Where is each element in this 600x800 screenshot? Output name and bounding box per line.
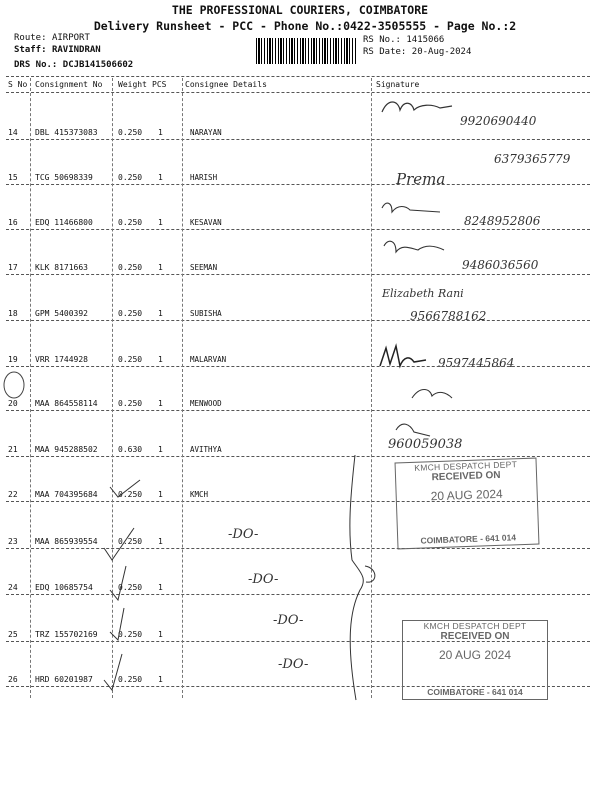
col-consignee: Consignee Details: [185, 80, 267, 89]
signature-phone-18: 9566788162: [410, 309, 487, 323]
row-17-consignment: KLK 8171663: [35, 263, 88, 272]
row-20-consignee: MENWOOD: [190, 399, 222, 408]
row-22-consignment: MAA 704395684: [35, 490, 98, 499]
row-25-sno: 25: [8, 630, 18, 639]
stamp-dept: KMCH DESPATCH DEPT: [423, 621, 527, 631]
row-17-weight: 0.250: [118, 263, 143, 272]
received-stamp-1: [395, 458, 540, 550]
col-sno: S No: [8, 80, 28, 89]
row-23-consignment: MAA 865939554: [35, 537, 98, 546]
row-24-sno: 24: [8, 583, 18, 592]
col-signature: Signature: [376, 80, 420, 89]
route-value: AIRPORT: [51, 33, 90, 43]
row-19-consignee: MALARVAN: [190, 355, 227, 364]
stamp-place: COIMBATORE - 641 014: [427, 687, 523, 697]
row-19-sno: 19: [8, 355, 18, 364]
col-weight: Weight: [118, 80, 147, 89]
row-22-sno: 22: [8, 490, 18, 499]
row-26-weight: 0.250: [118, 675, 143, 684]
row-26-consignment: HRD 60201987: [35, 675, 93, 684]
company-title: THE PROFESSIONAL COURIERS, COIMBATORE: [171, 3, 429, 17]
row-22-consignee: KMCH: [190, 490, 209, 499]
rs-no-line: [363, 35, 444, 45]
row-25-pcs: 1: [158, 630, 163, 639]
column-separator: [182, 78, 183, 698]
stamp-date: 20 AUG 2024: [430, 486, 503, 504]
row-24-weight: 0.250: [118, 583, 143, 592]
rs-no-value: 1415066: [406, 35, 445, 45]
col-pcs: PCS: [152, 80, 167, 89]
row-21-sno: 21: [8, 445, 18, 454]
row-16-pcs: 1: [158, 218, 163, 227]
row-17-consignee: SEEMAN: [190, 263, 218, 272]
header-rule-bottom: [6, 92, 590, 93]
row-21-consignee: AVITHYA: [190, 445, 222, 454]
row-18-consignment: GPM 5400392: [35, 309, 88, 318]
row-15-consignment: TCG 50698339: [35, 173, 93, 182]
row-separator: [6, 366, 590, 367]
ditto-mark-26: -DO-: [278, 657, 309, 672]
bracket-line: [350, 455, 363, 700]
row-19-weight: 0.250: [118, 355, 143, 364]
row-15-consignee: HARISH: [190, 173, 218, 182]
stamp-place: COIMBATORE - 641 014: [420, 532, 517, 546]
signature-scribble-17: [384, 241, 444, 252]
row-14-weight: 0.250: [118, 128, 143, 137]
col-consignment: Consignment No: [35, 80, 103, 89]
signature-scribble-20: [412, 390, 452, 399]
row-23-weight: 0.250: [118, 537, 143, 546]
row-21-consignment: MAA 945288502: [35, 445, 98, 454]
row-20-weight: 0.250: [118, 399, 143, 408]
row-18-sno: 18: [8, 309, 18, 318]
row-21-weight: 0.630: [118, 445, 143, 454]
rs-no-label: RS No.:: [363, 35, 401, 45]
staff-label: Staff:: [14, 45, 47, 55]
row-17-sno: 17: [8, 263, 18, 272]
staff-value: RAVINDRAN: [51, 45, 101, 55]
row-18-pcs: 1: [158, 309, 163, 318]
drs-value: DCJB141506602: [62, 60, 134, 70]
row-18-consignee: SUBISHA: [190, 309, 222, 318]
row-17-pcs: 1: [158, 263, 163, 272]
row-19-consignment: VRR 1744928: [35, 355, 88, 364]
row-25-weight: 0.250: [118, 630, 143, 639]
row-14-sno: 14: [8, 128, 18, 137]
stamp-date: 20 AUG 2024: [438, 648, 512, 662]
route-label: Route:: [14, 33, 47, 43]
staff-line: [14, 45, 101, 55]
row-19-pcs: 1: [158, 355, 163, 364]
stamp-received: RECEIVED ON: [431, 469, 501, 484]
column-separator: [112, 78, 113, 698]
row-16-consignment: EDQ 11466800: [35, 218, 93, 227]
stamp-dept: KMCH DESPATCH DEPT: [414, 459, 518, 473]
bracket-loop: [365, 566, 375, 582]
row-18-weight: 0.250: [118, 309, 143, 318]
row-14-pcs: 1: [158, 128, 163, 137]
ditto-mark-25: -DO-: [273, 613, 304, 628]
row-16-weight: 0.250: [118, 218, 143, 227]
signature-phone-19: 9597445864: [438, 356, 515, 370]
row-separator: [6, 594, 590, 595]
row-20-pcs: 1: [158, 399, 163, 408]
route-line: [14, 33, 90, 43]
row-26-pcs: 1: [158, 675, 163, 684]
signature-scribble-14: [382, 102, 452, 112]
signature-scribble-19: [380, 346, 426, 366]
signature-phone-15: 6379365779: [494, 152, 571, 166]
row-20-consignment: MAA 864558114: [35, 399, 98, 408]
row-15-sno: 15: [8, 173, 18, 182]
row-23-pcs: 1: [158, 537, 163, 546]
row-22-weight: 0.250: [118, 490, 143, 499]
header-rule-top: [6, 76, 590, 77]
row-separator: [6, 410, 590, 411]
stamp-received: RECEIVED ON: [440, 631, 510, 642]
ditto-mark-24: -DO-: [248, 572, 279, 587]
row-25-consignment: TRZ 155702169: [35, 630, 98, 639]
drs-label: DRS No.:: [14, 60, 58, 70]
row-separator: [6, 184, 590, 185]
row-21-pcs: 1: [158, 445, 163, 454]
row-24-consignment: EDQ 10685754: [35, 583, 93, 592]
row-16-consignee: KESAVAN: [190, 218, 222, 227]
column-separator: [371, 78, 372, 698]
row-separator: [6, 229, 590, 230]
signature-elizabeth: Elizabeth Rani: [382, 287, 464, 300]
row-22-pcs: 1: [158, 490, 163, 499]
signature-phone-17: 9486036560: [462, 258, 539, 272]
row-separator: [6, 548, 590, 549]
signature-prema: Prema: [396, 170, 446, 188]
runsheet-subtitle: Delivery Runsheet - PCC - Phone No.:0422-3505555 - Page No.:2: [93, 19, 517, 33]
row-separator: [6, 320, 590, 321]
row-circle-mark: [4, 372, 24, 398]
row-separator: [6, 274, 590, 275]
rs-date-line: [363, 47, 471, 57]
row-separator: [6, 139, 590, 140]
row-23-sno: 23: [8, 537, 18, 546]
row-separator: [6, 456, 590, 457]
row-26-sno: 26: [8, 675, 18, 684]
row-20-sno: 20: [8, 399, 18, 408]
row-14-consignee: NARAYAN: [190, 128, 222, 137]
signature-phone-16: 8248952806: [464, 214, 541, 228]
signature-phone-21: 960059038: [388, 437, 463, 452]
rs-date-label: RS Date:: [363, 47, 407, 57]
row-16-sno: 16: [8, 218, 18, 227]
rs-date-value: 20-Aug-2024: [411, 47, 472, 57]
row-15-weight: 0.250: [118, 173, 143, 182]
row-24-pcs: 1: [158, 583, 163, 592]
ditto-mark-23: -DO-: [228, 527, 259, 542]
tick-mark-26: [104, 654, 122, 690]
column-separator: [30, 78, 31, 698]
signature-scribble-16: [382, 203, 440, 212]
barcode: [256, 38, 356, 64]
row-15-pcs: 1: [158, 173, 163, 182]
received-stamp-2: [402, 620, 548, 700]
drs-line: [14, 60, 133, 70]
signature-phone-14: 9920690440: [460, 114, 537, 128]
signature-scribble-21: [396, 424, 430, 436]
row-14-consignment: DBL 415373083: [35, 128, 98, 137]
